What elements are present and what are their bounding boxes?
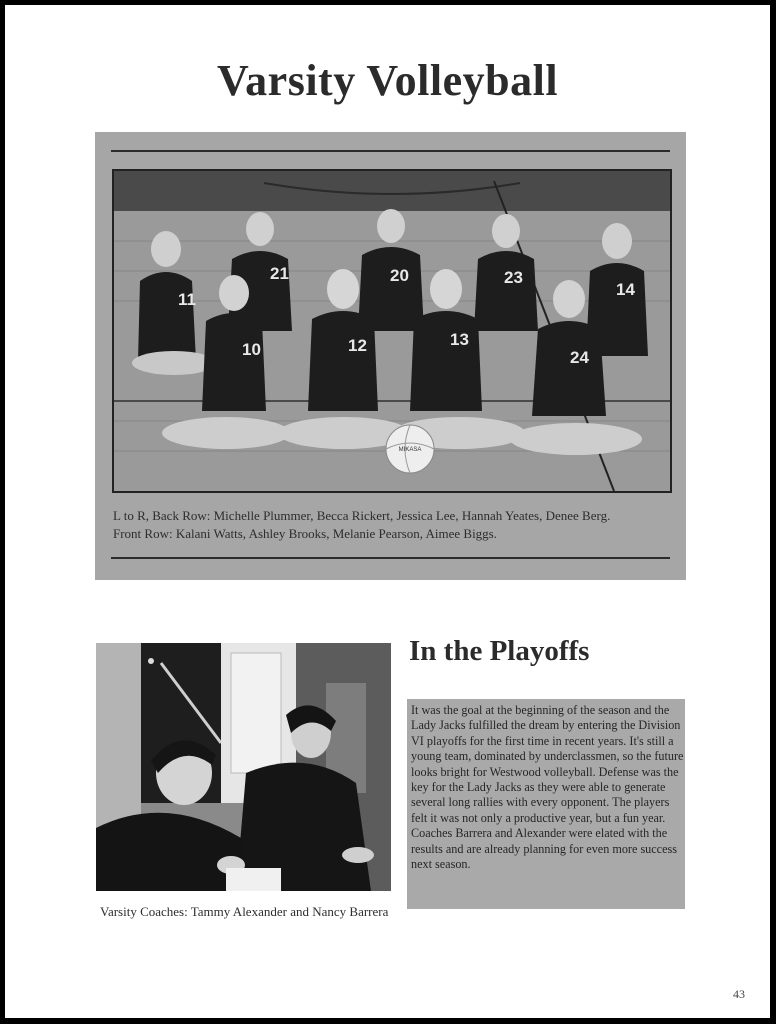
ball-label: MIKASA [398, 447, 422, 453]
jersey-number: 14 [616, 280, 635, 299]
jersey-number: 20 [390, 266, 409, 285]
jersey-number: 13 [450, 330, 469, 349]
jersey-number: 23 [504, 268, 523, 287]
team-photo-caption [113, 507, 673, 543]
jersey-number: 24 [570, 348, 589, 367]
panel-rule-top [111, 150, 670, 152]
jersey-number: 12 [348, 336, 367, 355]
coaches-photo-caption: Varsity Coaches: Tammy Alexander and Nancy Barrera [100, 904, 389, 919]
team-photo [112, 169, 672, 493]
team-photo-panel [95, 132, 686, 580]
section-heading: In the Playoffs [409, 635, 590, 667]
yearbook-page [5, 5, 770, 1018]
page-number: 43 [733, 987, 745, 1001]
caption-back-row: L to R, Back Row: Michelle Plummer, Becca Rickert, Jessica Lee, Hannah Yeates, Denee Berg. [113, 508, 611, 523]
panel-rule-bottom [111, 557, 670, 559]
coaches-photo [96, 643, 391, 891]
jersey-number: 10 [242, 340, 261, 359]
story-body: It was the goal at the beginning of the season and the Lady Jacks fulfilled the dream by entering the Division VI playoffs for the first time in recent years. It's still a young team, dominated by underclassmen, so the future looks bright for Westwood volleyball. Defense was the key for the Lady Jacks as they were able to generate several long rallies with every opponent. The players felt it was not only a productive year, but a fun year. Coaches Barrera and Alexander were elated with the results and are already planning for even more success next season. [411, 703, 684, 872]
caption-front-row: Front Row: Kalani Watts, Ashley Brooks, Melanie Pearson, Aimee Biggs. [113, 526, 497, 541]
jersey-number: 11 [178, 290, 196, 309]
story-box [407, 699, 685, 909]
page-title: Varsity Volleyball [216, 56, 559, 105]
jersey-number: 21 [270, 264, 289, 283]
